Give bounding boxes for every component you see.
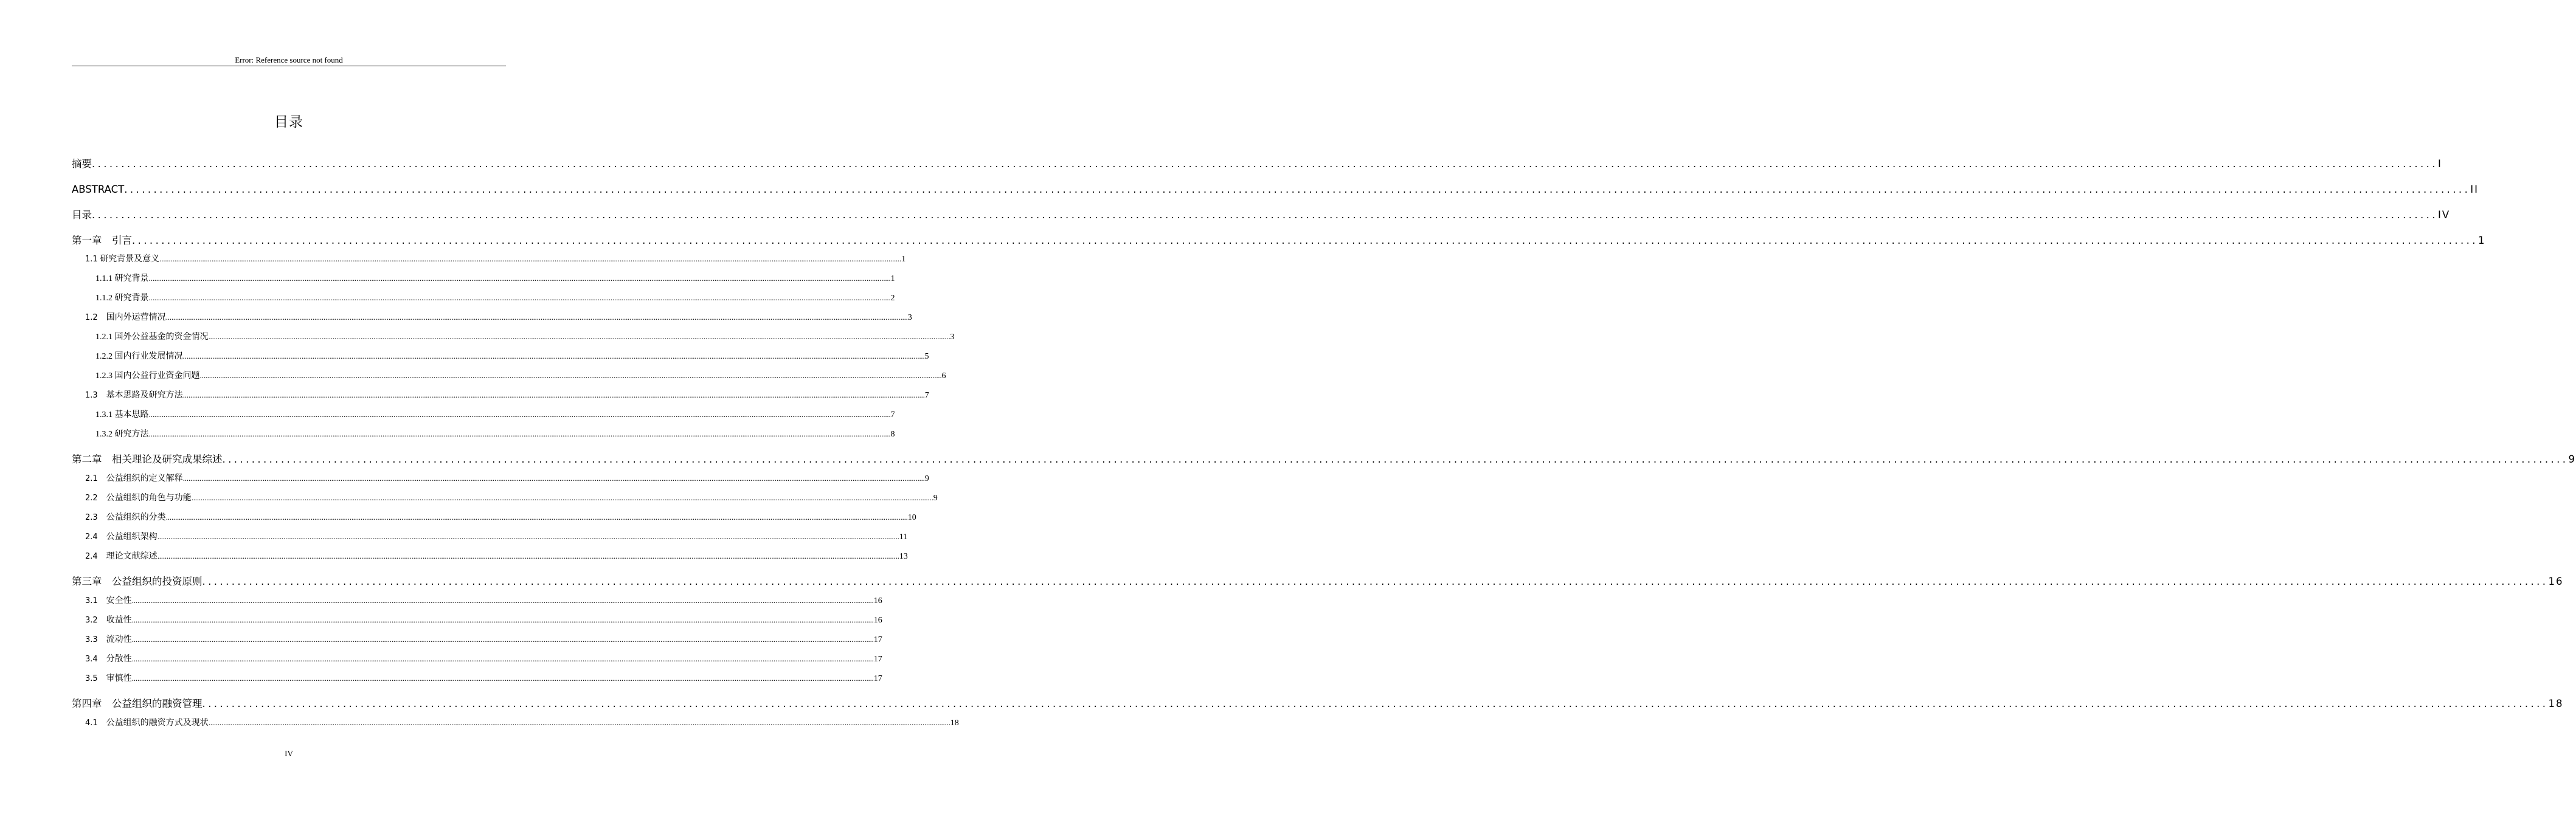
toc-entry-number: 3.1 xyxy=(85,596,98,605)
toc-entry-label xyxy=(85,550,158,564)
toc-entry-number: 4.1 xyxy=(85,719,98,728)
toc-entry-page: 9 xyxy=(924,474,929,483)
toc-entry-page: 16 xyxy=(2548,576,2564,587)
toc-entry-label: ABSTRACT xyxy=(72,184,125,195)
toc-entry-page: 17 xyxy=(873,655,882,664)
dot-leader: ................................................................................................................................................................................................................................................................................................................................................................................................................ xyxy=(191,493,933,502)
toc-entry-label xyxy=(85,633,132,647)
toc-entry-label: 第四章 公益组织的融资管理 xyxy=(72,698,203,709)
dot-leader: ................................................................................................................................................................................................................................................................................................................................................................................................................ xyxy=(199,371,942,380)
dot-leader: ................................................................................................................................................................................................................................................................................................................................................................................................................ xyxy=(208,718,950,727)
toc-entry[interactable] xyxy=(72,311,912,325)
toc-entry-title: 国内外运营情况 xyxy=(97,313,166,322)
toc-entry-label: 目录 xyxy=(72,209,92,221)
dot-leader: ................................................................................................................................................................................................................................................................................................................................................................................................................ xyxy=(222,453,2569,465)
dot-leader: ................................................................................................................................................................................................................................................................................................................................................................................................................ xyxy=(208,332,950,341)
toc-entry[interactable] xyxy=(72,491,938,505)
toc-entry-number: 1.3 xyxy=(85,391,98,400)
toc-entry-page: 16 xyxy=(873,596,882,605)
toc-entry-label xyxy=(85,653,132,666)
toc-entry[interactable] xyxy=(72,233,2486,248)
toc-entry-number: 3.5 xyxy=(85,674,98,683)
toc-entry-title: 公益组织的融资方式及现状 xyxy=(97,719,209,728)
toc-entry-number: 2.1 xyxy=(85,474,98,483)
running-header: Error: Reference source not found xyxy=(235,55,343,64)
toc-entry-page: 10 xyxy=(907,513,916,522)
dot-leader: ................................................................................................................................................................................................................................................................................................................................................................................................................ xyxy=(202,576,2549,587)
toc-entry-label xyxy=(85,614,132,627)
toc-entry[interactable] xyxy=(72,427,895,441)
toc-entry-label: 第三章 公益组织的投资原则 xyxy=(72,576,203,587)
toc-entry-page: 2 xyxy=(890,294,895,303)
dot-leader: ................................................................................................................................................................................................................................................................................................................................................................................................................ xyxy=(131,654,874,663)
toc-entry[interactable] xyxy=(72,208,2451,222)
toc-entry[interactable] xyxy=(72,388,929,402)
dot-leader: ................................................................................................................................................................................................................................................................................................................................................................................................................ xyxy=(202,698,2549,709)
toc-entry-title: 收益性 xyxy=(97,616,132,625)
toc-entry-number: 3.4 xyxy=(85,655,98,664)
dot-leader: ................................................................................................................................................................................................................................................................................................................................................................................................................ xyxy=(165,312,908,322)
toc-entry-title: 理论文献综述 xyxy=(97,552,158,561)
toc-entry-page: 16 xyxy=(873,616,882,625)
toc-entry-label xyxy=(85,311,166,325)
toc-entry-label xyxy=(85,492,192,505)
dot-leader: ................................................................................................................................................................................................................................................................................................................................................................................................................ xyxy=(148,410,891,419)
toc-entry-page: 9 xyxy=(2568,453,2576,465)
toc-entry-label xyxy=(85,717,209,730)
dot-leader: ................................................................................................................................................................................................................................................................................................................................................................................................................ xyxy=(182,351,925,360)
toc-entry[interactable] xyxy=(72,252,906,266)
toc-entry-number: 3.3 xyxy=(85,635,98,644)
toc-entry-page: 3 xyxy=(950,333,955,342)
toc-entry-label xyxy=(85,389,183,402)
toc-entry-title: 分散性 xyxy=(97,655,132,664)
toc-entry[interactable] xyxy=(72,330,955,344)
dot-leader: ................................................................................................................................................................................................................................................................................................................................................................................................................ xyxy=(157,551,899,560)
toc-entry[interactable] xyxy=(72,574,2564,589)
toc-entry-label: 1.2.2 国内行业发展情况 xyxy=(95,352,183,361)
toc-entry-page: 9 xyxy=(933,494,938,503)
toc-entry[interactable] xyxy=(72,291,895,305)
toc-entry-page: 3 xyxy=(907,313,912,322)
toc-entry[interactable] xyxy=(72,652,882,666)
toc-entry-page: 1 xyxy=(2477,235,2486,246)
toc-entry-label: 1.1.2 研究背景 xyxy=(95,294,149,303)
toc-entry[interactable] xyxy=(72,157,2442,171)
toc-entry[interactable] xyxy=(72,472,929,486)
toc-entry[interactable] xyxy=(72,594,882,608)
toc-entry-page: 17 xyxy=(873,635,882,644)
toc-entry-page: I xyxy=(2437,158,2442,170)
toc-entry-label xyxy=(85,472,183,486)
toc-entry[interactable] xyxy=(72,408,895,422)
toc-entry[interactable] xyxy=(72,716,959,730)
dot-leader: ................................................................................................................................................................................................................................................................................................................................................................................................................ xyxy=(132,235,2478,246)
toc-entry-title: 公益组织的分类 xyxy=(97,513,166,522)
dot-leader: ................................................................................................................................................................................................................................................................................................................................................................................................................ xyxy=(124,184,2471,195)
toc-entry-title: 审慎性 xyxy=(97,674,132,683)
toc-entry-title: 安全性 xyxy=(97,596,132,605)
dot-leader: ................................................................................................................................................................................................................................................................................................................................................................................................................ xyxy=(182,390,925,399)
dot-leader: ................................................................................................................................................................................................................................................................................................................................................................................................................ xyxy=(92,209,2438,221)
toc-entry-title: 流动性 xyxy=(97,635,132,644)
toc-entry-page: 13 xyxy=(899,552,908,561)
toc-entry-page: 17 xyxy=(873,674,882,683)
toc-entry-label: 1.2.1 国外公益基金的资金情况 xyxy=(95,333,209,342)
page-number: IV xyxy=(285,749,293,758)
toc-entry-page: 5 xyxy=(924,352,929,361)
dot-leader: ................................................................................................................................................................................................................................................................................................................................................................................................................ xyxy=(131,596,874,605)
toc-entry-label: 第二章 相关理论及研究成果综述 xyxy=(72,453,223,465)
dot-leader: ................................................................................................................................................................................................................................................................................................................................................................................................................ xyxy=(157,532,899,541)
toc-entry[interactable] xyxy=(72,613,882,627)
toc-entry-page: 18 xyxy=(2548,698,2564,709)
toc-entry-page: 18 xyxy=(950,719,959,728)
toc-entry[interactable] xyxy=(72,697,2564,711)
dot-leader: ................................................................................................................................................................................................................................................................................................................................................................................................................ xyxy=(131,635,874,644)
dot-leader: ................................................................................................................................................................................................................................................................................................................................................................................................................ xyxy=(148,429,891,438)
dot-leader: ................................................................................................................................................................................................................................................................................................................................................................................................................ xyxy=(131,674,874,683)
toc-entry-title: 公益组织架构 xyxy=(97,533,158,542)
toc-entry-number: 2.4 xyxy=(85,533,98,542)
toc-entry-page: 8 xyxy=(890,430,895,439)
toc-entry[interactable] xyxy=(72,672,882,686)
toc-entry-page: 11 xyxy=(899,533,908,542)
toc-entry-label xyxy=(85,253,159,266)
toc-entry[interactable] xyxy=(72,350,929,364)
toc-entry-title: 公益组织的定义解释 xyxy=(97,474,183,483)
toc-entry-label xyxy=(85,672,132,686)
toc-entry-page: 7 xyxy=(890,410,895,419)
toc-entry[interactable] xyxy=(72,272,895,286)
dot-leader: ................................................................................................................................................................................................................................................................................................................................................................................................................ xyxy=(131,615,874,624)
toc-entry-number: 1.2 xyxy=(85,313,98,322)
dot-leader: ................................................................................................................................................................................................................................................................................................................................................................................................................ xyxy=(92,158,2438,170)
toc-entry[interactable] xyxy=(72,550,908,564)
toc-entry-label xyxy=(85,531,158,544)
toc-entry-page: 1 xyxy=(901,255,906,264)
toc-entry-number: 2.3 xyxy=(85,513,98,522)
toc-entry[interactable] xyxy=(72,511,916,525)
toc-entry[interactable] xyxy=(72,633,882,647)
dot-leader: ................................................................................................................................................................................................................................................................................................................................................................................................................ xyxy=(148,293,891,302)
toc-entry-label xyxy=(85,511,166,525)
toc-entry-number: 2.2 xyxy=(85,494,98,503)
toc-entry[interactable] xyxy=(72,530,908,544)
toc-entry-page: IV xyxy=(2437,209,2451,221)
page-title: 目录 xyxy=(274,114,303,130)
toc-entry-title: 公益组织的角色与功能 xyxy=(97,494,192,503)
toc-entry[interactable] xyxy=(72,182,2479,197)
toc-entry[interactable] xyxy=(72,369,946,383)
toc-entry-number: 2.4 xyxy=(85,552,98,561)
dot-leader: ................................................................................................................................................................................................................................................................................................................................................................................................................ xyxy=(159,254,902,263)
toc-entry-label: 1.2.3 国内公益行业资金问题 xyxy=(95,371,200,381)
dot-leader: ................................................................................................................................................................................................................................................................................................................................................................................................................ xyxy=(182,474,925,483)
toc-entry-label: 1.3.2 研究方法 xyxy=(95,430,149,439)
toc-entry-label: 摘要 xyxy=(72,158,92,170)
toc-entry-label xyxy=(85,595,132,608)
toc-entry-page: II xyxy=(2470,184,2479,195)
toc-entry-label: 1.3.1 基本思路 xyxy=(95,410,149,419)
toc-entry-page: 1 xyxy=(890,274,895,283)
toc-entry-title: 研究背景及意义 xyxy=(97,255,160,264)
dot-leader: ................................................................................................................................................................................................................................................................................................................................................................................................................ xyxy=(165,512,908,522)
toc-entry-label: 第一章 引言 xyxy=(72,235,132,246)
toc-entry-page: 6 xyxy=(941,371,946,381)
toc-entry[interactable] xyxy=(72,452,2576,467)
toc-entry-label: 1.1.1 研究背景 xyxy=(95,274,149,283)
dot-leader: ................................................................................................................................................................................................................................................................................................................................................................................................................ xyxy=(148,274,891,283)
toc-entry-title: 基本思路及研究方法 xyxy=(97,391,183,400)
toc-entry-number: 1.1 xyxy=(85,255,98,264)
toc-entry-page: 7 xyxy=(924,391,929,400)
toc-entry-number: 3.2 xyxy=(85,616,98,625)
